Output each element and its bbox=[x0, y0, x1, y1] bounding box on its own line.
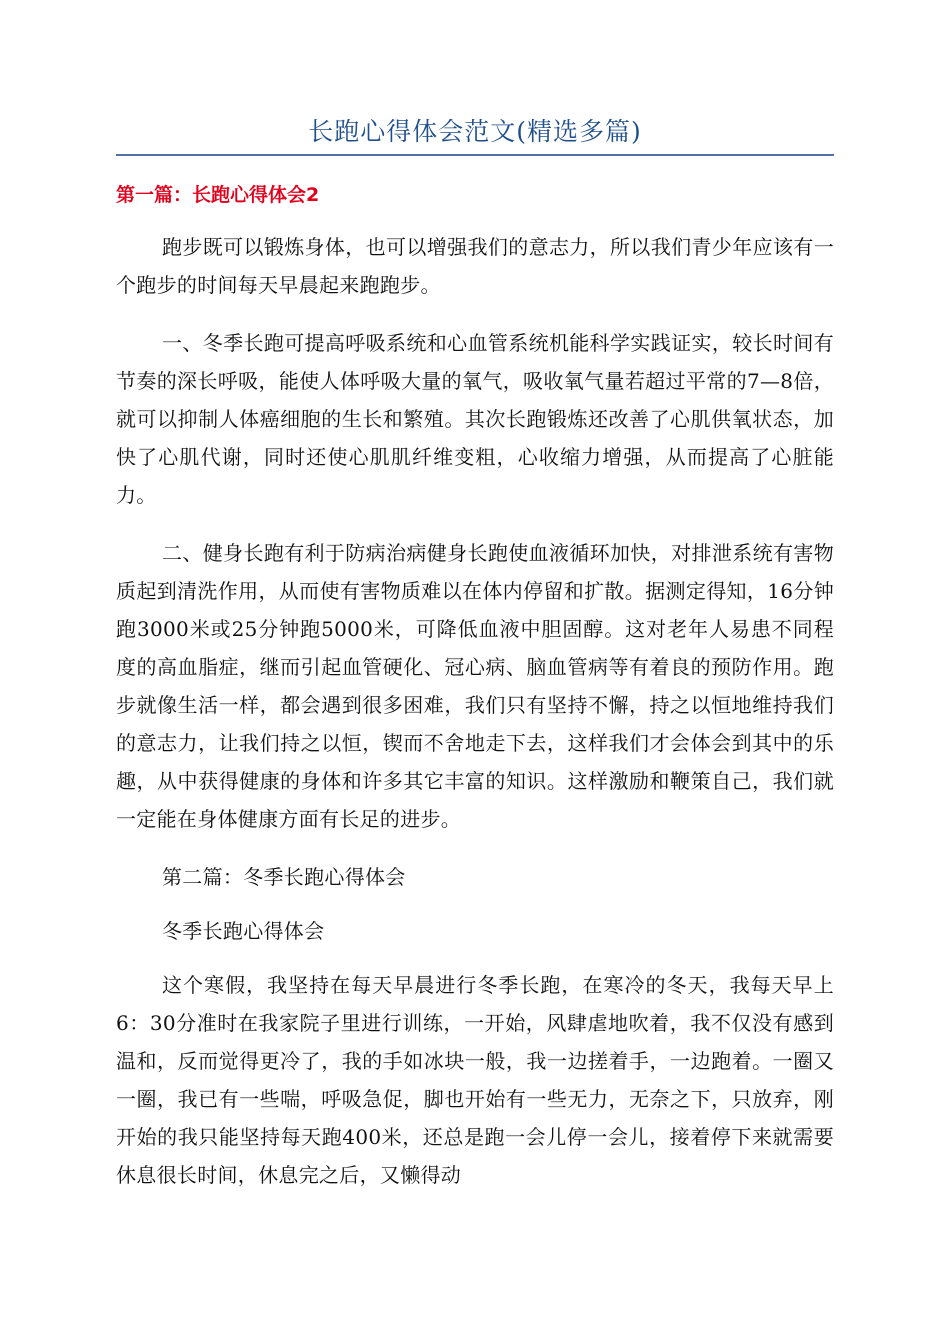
paragraph-second-article-heading: 第二篇：冬季长跑心得体会 bbox=[162, 865, 406, 889]
paragraph-intro: 跑步既可以锻炼身体，也可以增强我们的意志力，所以我们青少年应该有一个跑步的时间每天早晨起来跑跑步。 bbox=[116, 235, 834, 297]
paragraph-second-article-subtitle: 冬季长跑心得体会 bbox=[162, 919, 325, 943]
paragraph-point-one: 一、冬季长跑可提高呼吸系统和心血管系统机能科学实践证实，较长时间有节奏的深长呼吸，能使人体呼吸大量的氧气，吸收氧气量若超过平常的7—8倍，就可以抑制人体癌细胞的生长和繁殖。其次长跑锻炼还改善了心肌供氧状态，加快了心肌代谢，同时还使心肌肌纤维变粗，心收缩力增强，从而提高了心脏能力。 bbox=[116, 331, 834, 507]
title-underline bbox=[116, 154, 834, 156]
document-title: 长跑心得体会范文(精选多篇) bbox=[308, 117, 642, 146]
paragraph-winter-run: 这个寒假，我坚持在每天早晨进行冬季长跑，在寒冷的冬天，我每天早上6：30分准时在我家院子里进行训练，一开始，风肆虐地吹着，我不仅没有感到温和，反而觉得更冷了，我的手如冰块一般，我一边搓着手，一边跑着。一圈又一圈，我已有一些喘，呼吸急促，脚也开始有一些无力，无奈之下，只放弃，刚开始的我只能坚持每天跑400米，还总是跑一会儿停一会儿，接着停下来就需要休息很长时间，休息完之后，又懒得动 bbox=[116, 973, 834, 1187]
paragraph-point-two: 二、健身长跑有利于防病治病健身长跑使血液循环加快，对排泄系统有害物质起到清洗作用，从而使有害物质难以在体内停留和扩散。据测定得知，16分钟跑3000米或25分钟跑5000米，可降低血液中胆固醇。这对老年人易患不同程度的高血脂症，继而引起血管硬化、冠心病、脑血管病等有着良的预防作用。跑步就像生活一样，都会遇到很多困难，我们只有坚持不懈，持之以恒地维持我们的意志力，让我们持之以恒，锲而不舍地走下去，这样我们才会体会到其中的乐趣，从中获得健康的身体和许多其它丰富的知识。这样激励和鞭策自己，我们就一定能在身体健康方面有长足的进步。 bbox=[116, 541, 834, 831]
document-body bbox=[116, 228, 834, 1214]
section-heading: 第一篇：长跑心得体会2 bbox=[116, 184, 320, 206]
